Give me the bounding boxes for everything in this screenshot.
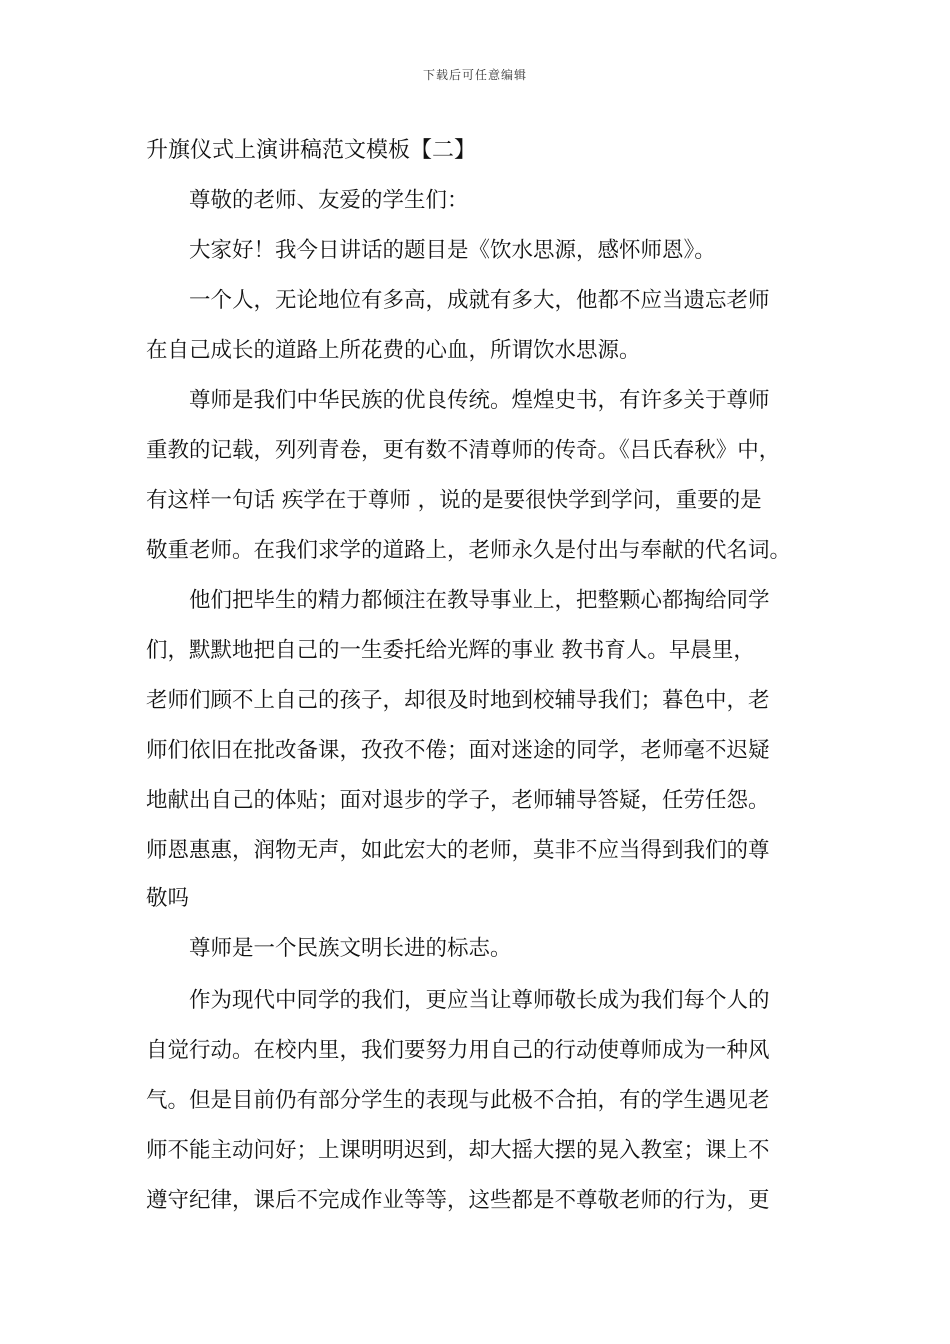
paragraph-line: 师们依旧在批改备课，孜孜不倦；面对迷途的同学，老师毫不迟疑 (146, 738, 770, 763)
paragraph-line: 师不能主动问好；上课明明迟到，却大摇大摆的晃入教室；课上不 (146, 1138, 770, 1163)
paragraph-line: 们，默默地把自己的一生委托给光辉的事业 教书育人。早晨里， (146, 638, 755, 663)
paragraph-line: 老师们顾不上自己的孩子，却很及时地到校辅导我们；暮色中，老 (146, 688, 770, 713)
page-header-note: 下载后可任意编辑 (422, 68, 527, 82)
paragraph-line: 尊师是我们中华民族的优良传统。煌煌史书，有许多关于尊师 (189, 388, 770, 413)
paragraph-line: 气。但是目前仍有部分学生的表现与此极不合拍，有的学生遇见老 (146, 1088, 770, 1113)
paragraph-line: 在自己成长的道路上所花费的心血，所谓饮水思源。 (146, 338, 641, 363)
paragraph-line: 他们把毕生的精力都倾注在教导事业上，把整颗心都掏给同学 (189, 588, 770, 613)
paragraph-line: 遵守纪律，课后不完成作业等等，这些都是不尊敬老师的行为，更 (146, 1188, 770, 1213)
paragraph-line: 地献出自己的体贴；面对退步的学子，老师辅导答疑，任劳任怨。 (146, 788, 770, 813)
paragraph-line: 重教的记载，列列青卷，更有数不清尊师的传奇。《吕氏春秋》中， (146, 438, 781, 463)
paragraph-line: 大家好！我今日讲话的题目是《饮水思源，感怀师恩》。 (189, 238, 716, 263)
paragraph-line: 有这样一句话 疾学在于尊师 ，说的是要很快学到学问，重要的是 (146, 488, 762, 513)
paragraph-line: 尊师是一个民族文明长进的标志。 (189, 936, 512, 961)
paragraph-line: 敬吗 (146, 886, 190, 911)
paragraph-line: 敬重老师。在我们求学的道路上，老师永久是付出与奉献的代名词。 (146, 538, 792, 563)
salutation-line: 尊敬的老师、友爱的学生们： (189, 188, 469, 213)
paragraph-line: 师恩惠惠，润物无声，如此宏大的老师，莫非不应当得到我们的尊 (146, 838, 770, 863)
paragraph-line: 自觉行动。在校内里，我们要努力用自己的行动使尊师成为一种风 (146, 1038, 770, 1063)
paragraph-line: 一个人，无论地位有多高，成就有多大，他都不应当遗忘老师 (189, 288, 770, 313)
paragraph-line: 作为现代中同学的我们，更应当让尊师敬长成为我们每个人的 (189, 988, 770, 1013)
document-title: 升旗仪式上演讲稿范文模板【二】 (146, 138, 477, 163)
